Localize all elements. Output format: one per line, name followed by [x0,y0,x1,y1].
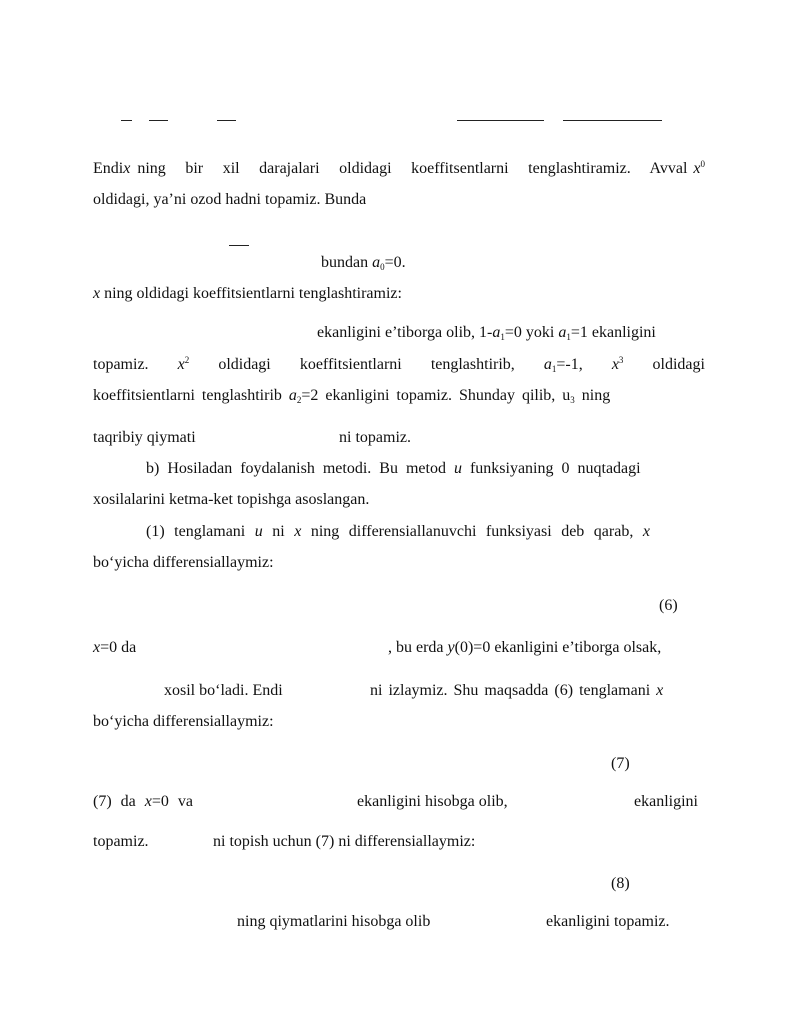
formula-bar [563,120,662,121]
text-line: topamiz. [93,833,149,850]
text-line: x ning oldidagi koeffitsientlarni tenglashtiramiz: [93,285,402,302]
paragraph-line: xosilalarini ketma-ket topishga asoslangan. [93,491,370,508]
paragraph-line: topamiz. $x^2$ oldidagi koeffitsientlarni tenglashtirib, $a_1=-1$, $x^3$ oldidagi [93,355,705,374]
text-line: ekanligini e’tiborga olib, $1-a_1=0$ yoki $a_1=1$ ekanligini [317,324,656,342]
paragraph-line: oldidagi, ya’ni ozod hadni topamiz. Bunda [93,191,367,208]
equation-number: (8) [611,875,630,892]
formula-bar [149,120,168,121]
formula-bar [217,120,236,121]
equation-number: (6) [659,597,678,614]
text-line: ni izlaymiz. Shu maqsadda (6) tenglamani x [370,682,664,699]
text-line: xosil bo‘ladi. Endi [164,682,283,699]
paragraph-line: koeffitsientlarni tenglashtirib $a_2=2$ ekanligini topamiz. Shunday qilib, $u_3$ ning [93,387,611,405]
text-line: ning qiymatlarini hisobga olib [237,913,431,930]
text-line: , bu erda y(0)=0 ekanligini e’tiborga olsak, [388,639,662,656]
paragraph-line: bo‘yicha differensiallaymiz: [93,713,274,730]
formula-bar [229,245,249,246]
text-line: bundan $a_0=0$. [321,254,406,272]
text-line: ni topamiz. [339,429,411,446]
formula-bar [121,120,132,121]
text-line: ekanligini [634,793,698,810]
equation-number: (7) [611,755,630,772]
text-line: x=0 da [93,639,137,656]
text-line: ekanligini topamiz. [546,913,670,930]
paragraph-line: b) Hosiladan foydalanish metodi. Bu metod u funksiyaning 0 nuqtadagi [146,460,641,477]
paragraph-line: (1) tenglamani u ni x ning differensiallanuvchi funksiyasi deb qarab, x [146,523,650,540]
formula-bar [457,120,544,121]
text-line: taqribiy qiymati [93,429,196,446]
paragraph-line: Endi x ning bir xil darajalari oldidagi koeffitsentlarni tenglashtiramiz. Avval $x^0$ [93,159,705,177]
text-line: ni topish uchun (7) ni differensiallaymiz: [213,833,476,850]
text-line: (7) da x=0 va [93,793,193,810]
paragraph-line: bo‘yicha differensiallaymiz: [93,554,274,571]
text-line: ekanligini hisobga olib, [357,793,508,810]
